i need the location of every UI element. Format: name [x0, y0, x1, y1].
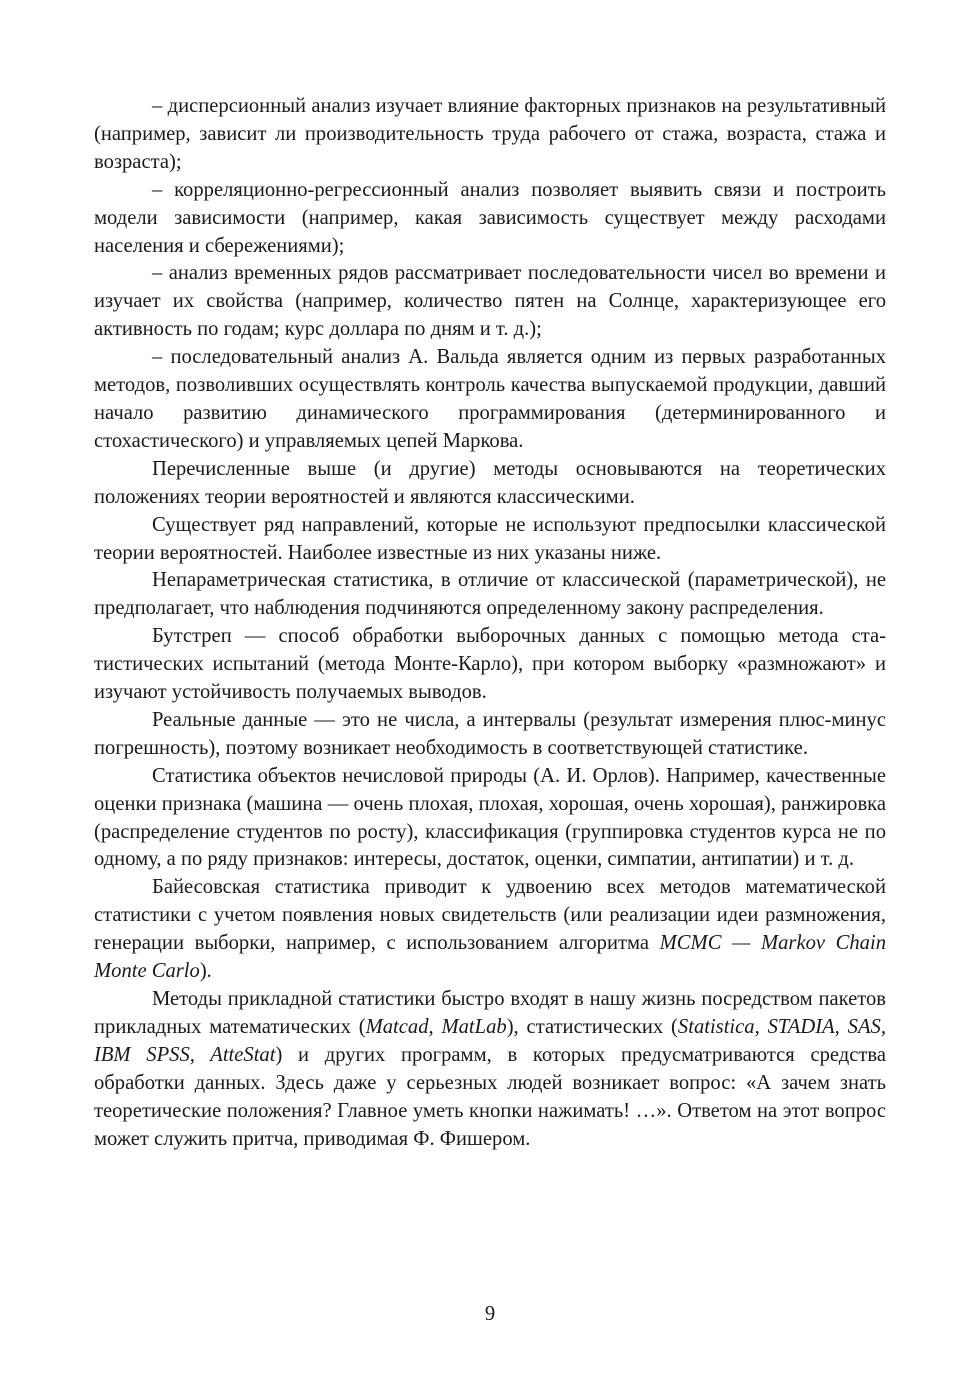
paragraph-nonparametric: Непараметрическая статистика, в отличие от классической (параметрической), не предполагает, что наблюдения подчиняются определенному закону распределения. — [94, 569, 886, 620]
paragraph-classical-methods: Перечисленные выше (и другие) методы основываются на теоретических положениях теории вероятностей и являются классическими. — [94, 457, 886, 508]
applied-text-3: ) и других программ, в которых предусматриваются средства обработки данных. Здесь даже у серьезных людей возникает вопрос: «А зачем знать теоретические положения? Главное уметь кнопки нажимать! …». Ответом на этот вопрос может служить притча, приводимая Ф. Фишером. — [94, 1043, 886, 1150]
applied-text-2: ), статистических ( — [506, 1015, 678, 1038]
math-packages: Matcad, MatLab — [365, 1015, 507, 1038]
paragraph-applied-statistics — [94, 986, 886, 1153]
paragraph-time-series: – анализ временных рядов рассматривает последовательности чисел во времени и изучает их свойства (например, количество пятен на Солнце, характеризующее его активность по годам; курс доллара по дням и т. д.); — [94, 262, 886, 341]
paragraph-sequential-analysis: – последовательный анализ А. Вальда является одним из первых разработанных методов, позволивших осуществлять контроль качества выпускаемой продукции, давший начало развитию динамического программирования (детерминированного и стохастического) и управляемых цепей Маркова. — [94, 346, 886, 452]
paragraph-interval-data: Реальные данные — это не числа, а интервалы (результат измерения плюс-минус погрешность), поэтому возникает необходимость в соответствующей статистике. — [94, 708, 886, 759]
bayesian-text-end: ). — [199, 960, 212, 983]
page-number: 9 — [484, 1303, 496, 1325]
paragraph-bayesian — [94, 874, 886, 986]
applied-text-1: Методы прикладной статистики быстро входят в нашу жизнь посредством пакетов прикладных математических ( — [94, 988, 886, 1038]
paragraph-non-classical-directions: Существует ряд направлений, которые не используют предпосылки классической теории вероятностей. Наиболее известные из них указаны ниже. — [94, 513, 886, 564]
paragraph-bootstrap: Бутстреп — способ обработки выборочных данных с помощью метода статистических испытаний (метода Монте-Карло), при котором выборку «размножают» и изучают устойчивость получаемых выводов. — [94, 625, 886, 704]
bayesian-text: Байесовская статистика приводит к удвоению всех методов математической статистики с учетом появления новых свидетельств (или реализации идеи размножения, генерации выборки, например, с использованием алгоритма — [94, 876, 886, 955]
paragraph-dispersion-analysis: – дисперсионный анализ изучает влияние факторных признаков на результативный (например, зависит ли производительность труда рабочего от стажа, возраста, стажа и возраста); — [94, 95, 886, 173]
paragraph-correlation-regression: – корреляционно-регрессионный анализ позволяет выявить связи и построить модели зависимости (например, какая зависимость существует между расходами населения и сбережениями); — [94, 178, 886, 257]
stat-packages: Statistica, STADIA, SAS, IBM SPSS, AtteStat — [94, 1015, 886, 1066]
page-body — [94, 93, 886, 1153]
mcmc-term: MCMC — Markov Chain Monte Carlo — [94, 932, 886, 983]
paragraph-non-numeric-objects: Статистика объектов нечисловой природы (А. И. Орлов). Например, качественные оценки признака (машина — очень плохая, плохая, хорошая, очень хорошая), ранжировка (распределение студентов по росту), классификация (группировка студентов курса не по одному, а по ряду признаков: интересы, достаток, оценки, симпатии, антипатии) и т. д. — [94, 764, 886, 871]
